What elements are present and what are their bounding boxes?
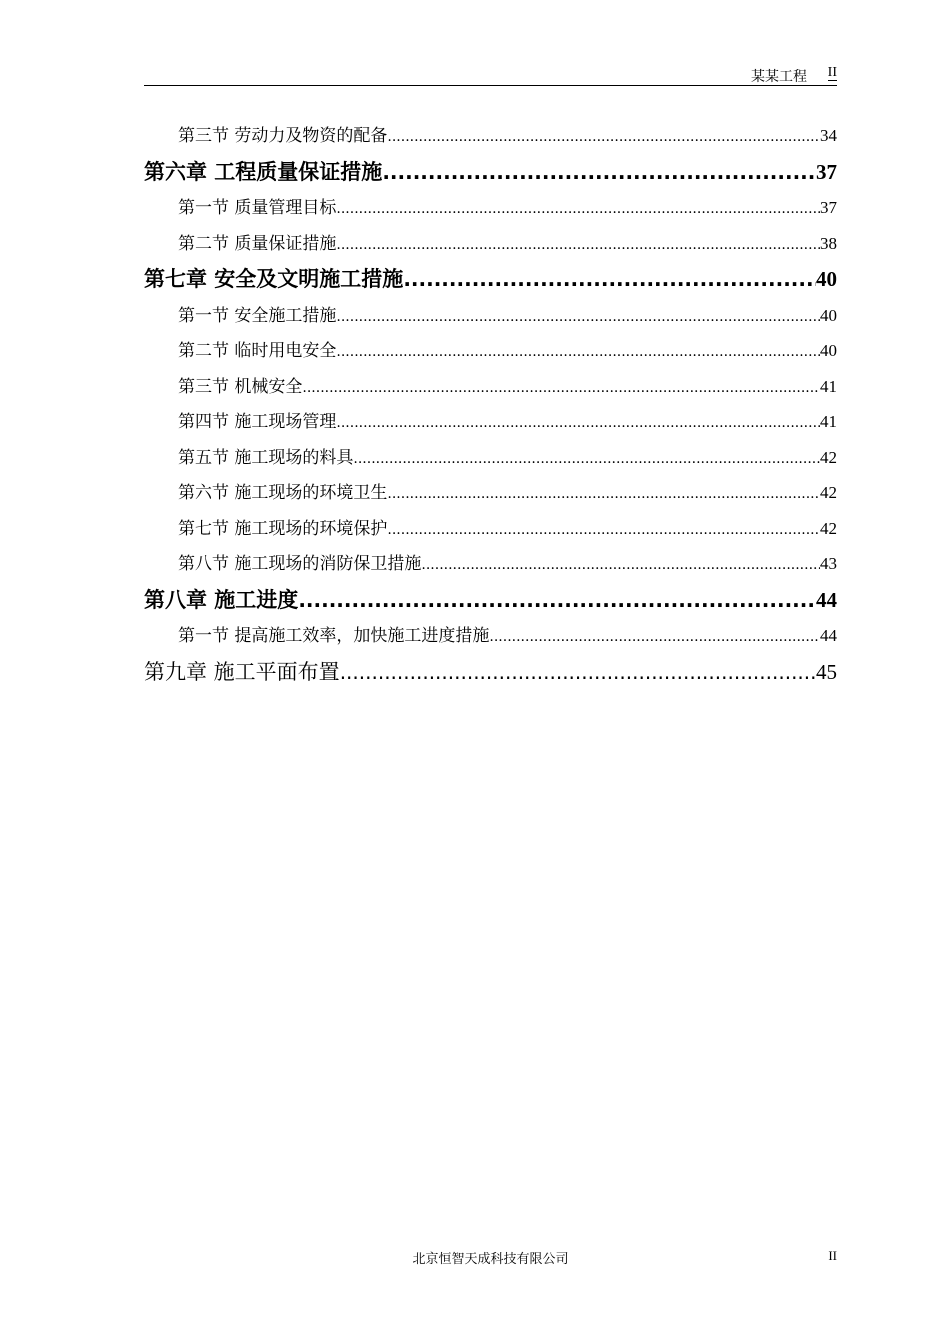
toc-leader-dots (336, 192, 820, 226)
toc-entry-section[interactable] (144, 118, 837, 154)
toc-leader-dots (382, 154, 816, 191)
toc-entry-label: 第一节 质量管理目标 (178, 198, 337, 218)
toc-leader-dots (336, 335, 820, 369)
toc-entry-page: 38 (820, 233, 837, 253)
toc-entry-section[interactable] (144, 546, 837, 582)
header-title: 某某工程 (751, 69, 807, 85)
toc-entry-page: 44 (820, 626, 837, 645)
toc-entry-label: 第二节 质量保证措施 (178, 233, 337, 254)
toc-entry-page: 41 (820, 412, 837, 431)
toc-entry-label: 第四节 施工现场管理 (178, 412, 337, 432)
toc-entry-section[interactable] (144, 190, 837, 226)
footer-page-number: II (828, 1248, 837, 1263)
toc-leader-dots (489, 620, 820, 654)
page-header (144, 62, 837, 86)
toc-leader-dots (387, 513, 820, 547)
toc-leader-dots (336, 300, 820, 334)
page-footer (144, 1248, 837, 1268)
toc-entry-section[interactable] (144, 226, 837, 262)
toc-entry-label: 第三节 机械安全 (178, 376, 303, 397)
toc-entry-label: 第七章 安全及文明施工措施 (144, 267, 404, 291)
toc-entry-label: 第一节 提高施工效率，加快施工进度措施 (178, 626, 490, 646)
toc-leader-dots (387, 477, 820, 511)
toc-entry-page: 42 (820, 447, 837, 467)
toc-entry-section[interactable] (144, 298, 837, 334)
toc-leader-dots (353, 442, 820, 476)
toc-entry-label: 第三节 劳动力及物资的配备 (178, 126, 388, 146)
toc-leader-dots (336, 406, 820, 440)
toc-leader-dots (336, 228, 820, 262)
toc-entry-page: 40 (820, 305, 837, 325)
toc-entry-chapter[interactable] (144, 261, 837, 298)
toc-leader-dots (421, 548, 820, 582)
toc-entry-chapter[interactable] (144, 654, 837, 691)
toc-entry-label: 第八节 施工现场的消防保卫措施 (178, 554, 422, 574)
toc-entry-section[interactable] (144, 511, 837, 547)
header-page-number: II (827, 65, 837, 80)
toc-entry-page: 42 (820, 483, 837, 502)
toc-entry-chapter[interactable] (144, 582, 837, 619)
toc-entry-label: 第二节 临时用电安全 (178, 341, 337, 361)
toc-entry-label: 第八章 施工进度 (144, 587, 299, 612)
toc-leader-dots (302, 371, 820, 405)
toc-entry-label: 第九章 施工平面布置 (144, 659, 340, 684)
toc-entry-section[interactable] (144, 440, 837, 476)
table-of-contents (144, 118, 837, 690)
toc-entry-page: 40 (816, 267, 837, 291)
toc-entry-page: 42 (820, 518, 837, 538)
toc-entry-page: 41 (820, 376, 837, 396)
toc-entry-label: 第六章 工程质量保证措施 (144, 159, 383, 184)
toc-entry-label: 第五节 施工现场的料具 (178, 447, 354, 468)
toc-entry-page: 43 (820, 554, 837, 573)
toc-entry-page: 45 (816, 659, 837, 684)
footer-company: 北京恒智天成科技有限公司 (412, 1252, 569, 1267)
toc-entry-section[interactable] (144, 369, 837, 405)
toc-entry-label: 第一节 安全施工措施 (178, 305, 337, 326)
toc-entry-page: 34 (820, 126, 837, 145)
toc-leader-dots (403, 261, 816, 298)
toc-entry-section[interactable] (144, 618, 837, 654)
toc-entry-page: 44 (816, 587, 837, 612)
toc-leader-dots (340, 654, 816, 691)
toc-entry-label: 第七节 施工现场的环境保护 (178, 518, 388, 539)
toc-entry-page: 37 (820, 198, 837, 217)
toc-entry-section[interactable] (144, 333, 837, 369)
toc-entry-page: 40 (820, 341, 837, 360)
toc-leader-dots (387, 120, 820, 154)
toc-entry-section[interactable] (144, 475, 837, 511)
toc-entry-page: 37 (816, 159, 837, 184)
toc-entry-label: 第六节 施工现场的环境卫生 (178, 483, 388, 503)
toc-entry-chapter[interactable] (144, 154, 837, 191)
toc-entry-section[interactable] (144, 404, 837, 440)
toc-leader-dots (298, 582, 816, 619)
